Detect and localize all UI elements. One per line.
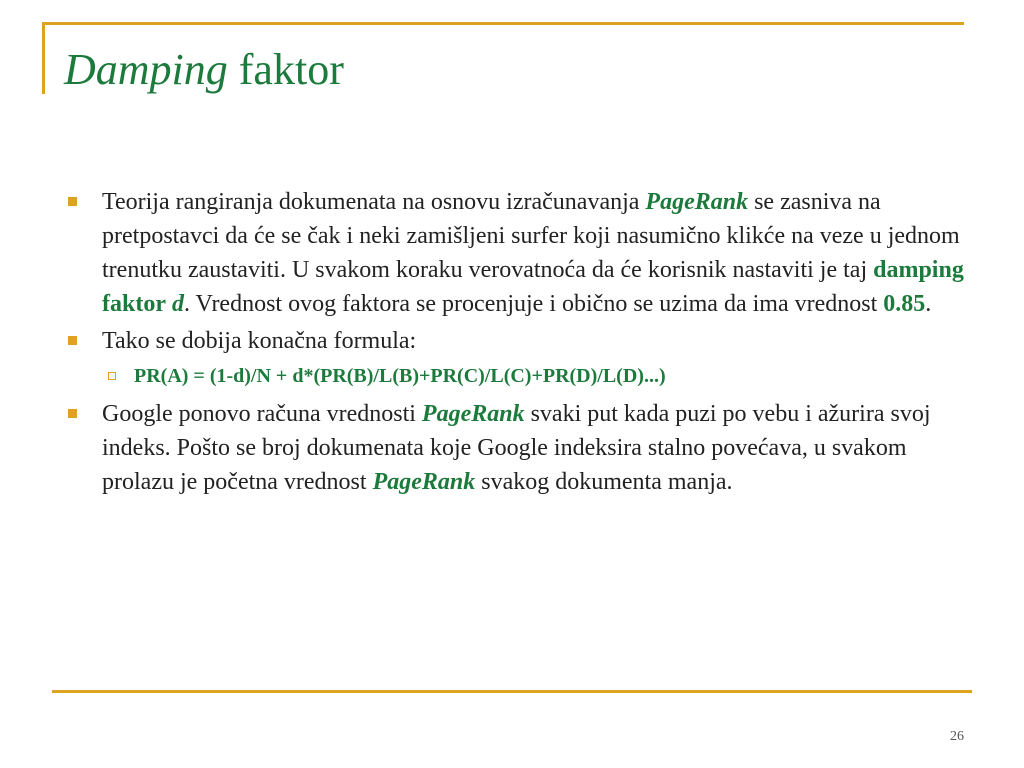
bullet-3-text-a: Google ponovo računa vrednosti (102, 401, 422, 427)
top-rule (42, 22, 964, 25)
bullet-3-text-b: svaki put kada puzi po vebu i ažurira svoj indeks. Pošto se broj dokumenata koje Google indeksira stalno povećava, u svakom prolazu je početna vrednost (102, 401, 931, 495)
bullet-1-text-b: se zasniva na pretpostavci da će se čak i neki zamišljeni surfer koji nasumično klikće na veze u jednom trenutku zaustaviti. U svakom koraku verovatnoća da će korisnik nastaviti je taj (102, 189, 960, 283)
pagerank-term: PageRank (421, 401, 525, 427)
damping-term: damping faktor (102, 257, 964, 317)
slide-title (64, 45, 344, 94)
bullet-1-text-c: . Vrednost ovog faktora se procenjuje i obično se uzima da ima vrednost (183, 291, 884, 317)
title-rest: faktor (227, 45, 344, 94)
bullet-1-text-a: Teorija rangiranja dokumenata na osnovu izračunavanja (102, 189, 646, 215)
damping-value: 0.85 (883, 291, 926, 317)
bullet-2 (68, 324, 968, 358)
square-bullet-icon (68, 409, 77, 418)
square-bullet-icon (68, 336, 77, 345)
bullet-1 (68, 185, 968, 321)
bottom-rule (52, 690, 972, 693)
left-rule (42, 22, 45, 94)
formula-item (102, 361, 968, 391)
pagerank-term: PageRank (645, 189, 749, 215)
bullet-3-text-c: svakog dokumenta manja. (475, 469, 733, 495)
bullet-3 (68, 397, 968, 499)
slide-content (68, 185, 968, 502)
pagerank-formula: PR(A) = (1-d)/N + d*(PR(B)/L(B)+PR(C)/L(C)+PR(D)/L(D)...) (134, 365, 666, 387)
pagerank-term: PageRank (372, 469, 476, 495)
square-bullet-icon (68, 197, 77, 206)
bullet-2-text: Tako se dobija konačna formula: (102, 328, 417, 354)
hollow-square-bullet-icon (108, 372, 116, 380)
d-symbol: d (171, 291, 184, 317)
page-number: 26 (950, 729, 964, 744)
title-italic: Damping (64, 45, 228, 94)
bullet-1-text-d: . (925, 291, 932, 317)
